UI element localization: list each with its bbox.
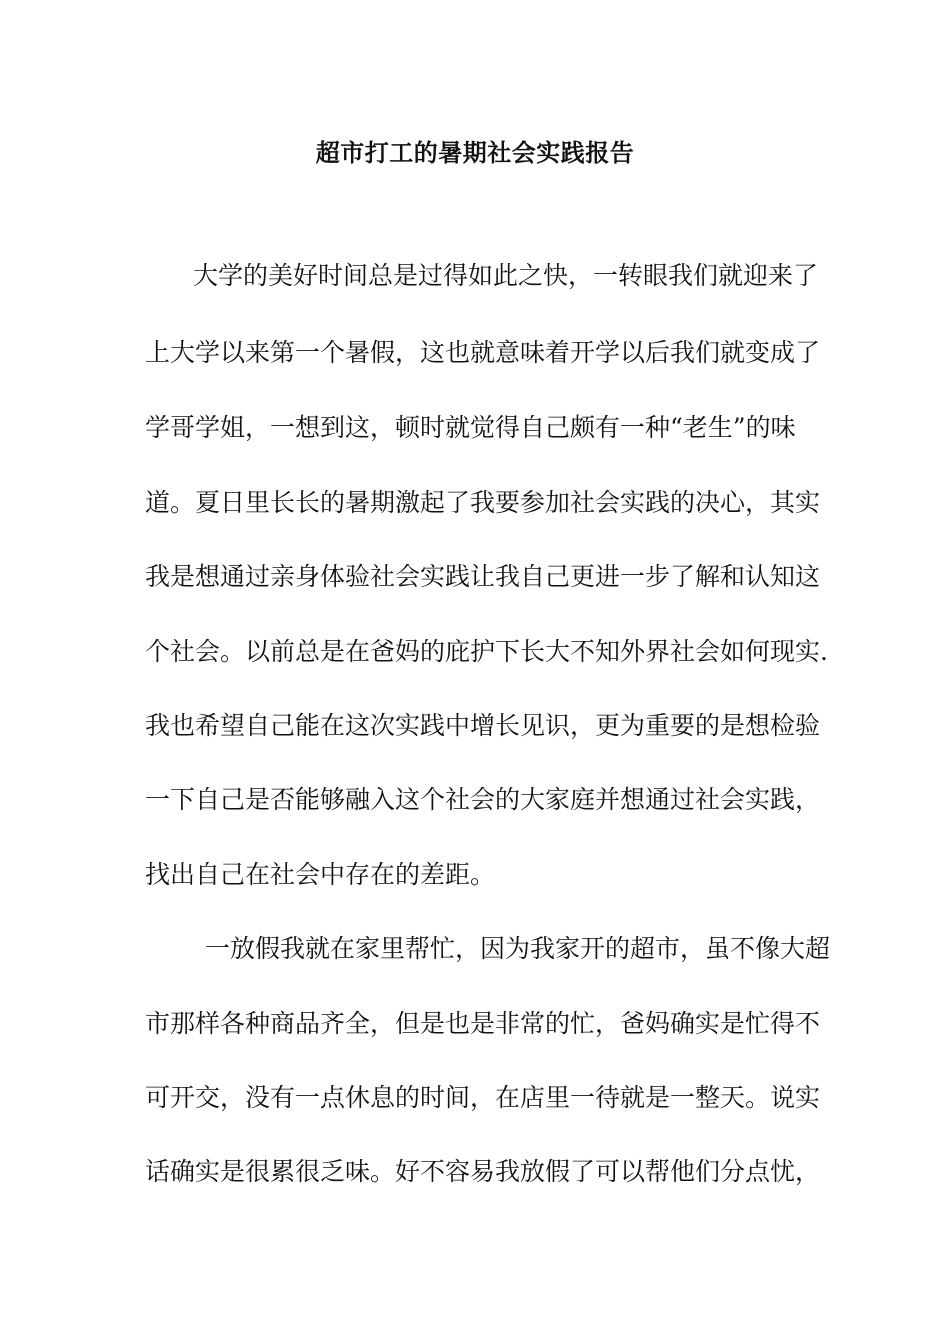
document-title: 超市打工的暑期社会实践报告 xyxy=(315,138,635,167)
paragraph-2-line-3: 可开交，没有一点休息的时间，在店里一待就是一整天。说实 xyxy=(145,1083,821,1112)
paragraph-2-line-1: 一放假我就在家里帮忙，因为我家开的超市，虽不像大超 xyxy=(205,934,831,963)
paragraph-2-line-4: 话确实是很累很乏味。好不容易我放假了可以帮他们分点忧， xyxy=(145,1157,821,1186)
paragraph-1-line-5: 我是想通过亲身体验社会实践让我自己更进一步了解和认知这 xyxy=(145,562,821,591)
paragraph-1-line-2: 上大学以来第一个暑假，这也就意味着开学以后我们就变成了 xyxy=(145,338,821,367)
paragraph-1-line-7: 我也希望自己能在这次实践中增长见识，更为重要的是想检验 xyxy=(145,711,821,740)
paragraph-2-line-2: 市那样各种商品齐全，但是也是非常的忙，爸妈确实是忙得不 xyxy=(145,1009,821,1038)
paragraph-1-line-3: 学哥学姐，一想到这，顿时就觉得自己颇有一种“老生”的味 xyxy=(145,413,796,442)
paragraph-1-line-9: 找出自己在社会中存在的差距。 xyxy=(145,860,496,889)
paragraph-1-line-8: 一下自己是否能够融入这个社会的大家庭并想通过社会实践， xyxy=(145,785,821,814)
paragraph-1-line-6: 个社会。以前总是在爸妈的庇护下长大不知外界社会如何现实. xyxy=(145,637,828,666)
paragraph-1-line-4: 道。夏日里长长的暑期激起了我要参加社会实践的决心，其实 xyxy=(145,488,821,517)
paragraph-1-line-1: 大学的美好时间总是过得如此之快，一转眼我们就迎来了 xyxy=(193,261,819,290)
